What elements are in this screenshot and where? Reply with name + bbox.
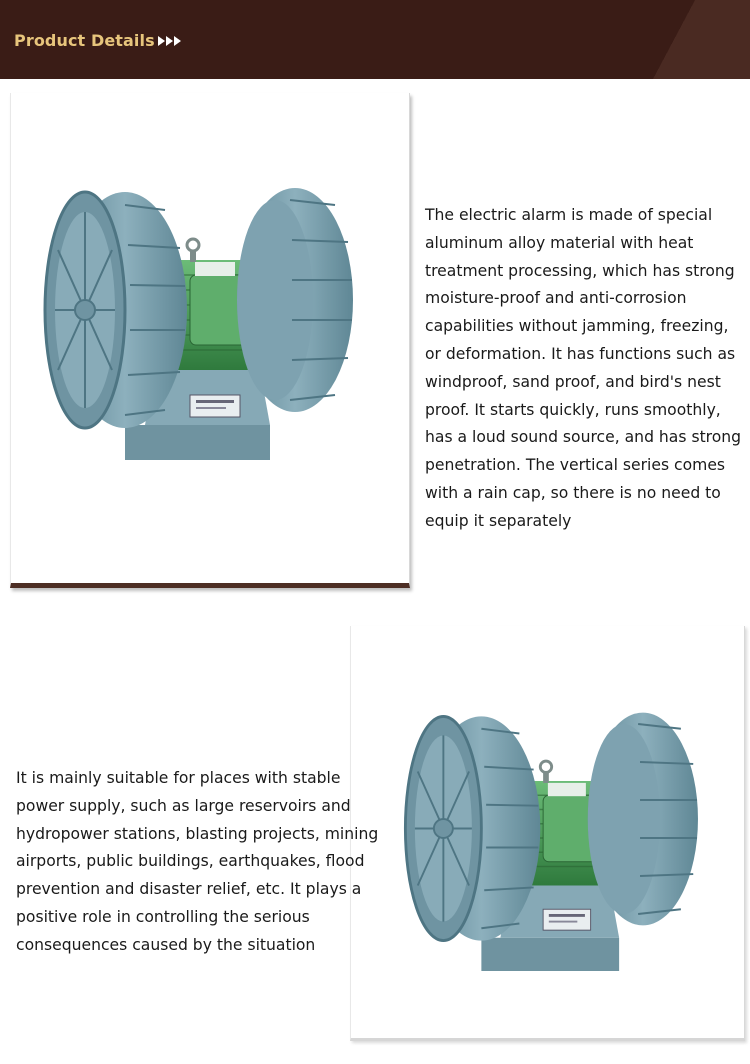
product-description-text-2: It is mainly suitable for places with stable power supply, such as large reservoirs and hydropower stations, blasting projects, mining airports, public buildings, earthquakes, flood prevention and disaster relief, etc. It plays a positive role in controlling the serious consequences caused by the situation <box>16 769 379 954</box>
header-diagonal-decoration <box>590 0 750 79</box>
product-description-text-1: The electric alarm is made of special aluminum alloy material with heat treatment processing, which has strong moisture-proof and anti-corrosion capabilities without jamming, freezing, or deformation. It has functions such as windproof, sand proof, and bird's nest proof. It starts quickly, runs smoothly, has a loud sound source, and has strong penetration. The vertical series comes with a rain cap, so there is no need to equip it separately <box>425 206 742 530</box>
electric-siren-alarm-image <box>30 180 375 480</box>
section-header <box>0 0 750 79</box>
section-title: Product Details <box>14 31 155 50</box>
electric-siren-alarm-image <box>390 705 720 990</box>
triple-chevron-right-icon <box>158 36 182 46</box>
